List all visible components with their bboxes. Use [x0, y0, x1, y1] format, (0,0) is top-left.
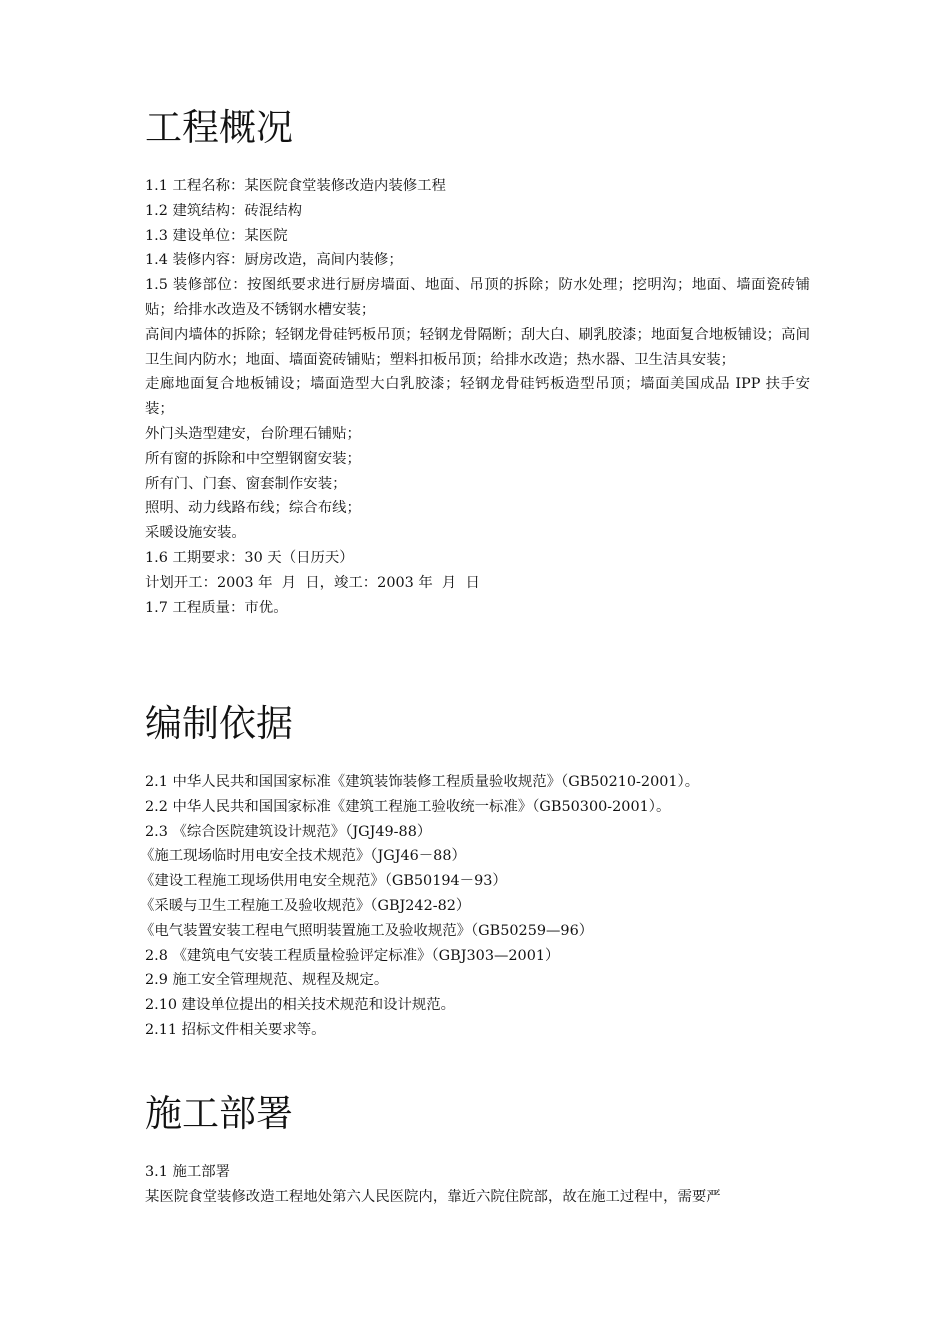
- text-paragraph: 高间内墙体的拆除；轻钢龙骨硅钙板吊顶；轻钢龙骨隔断；刮大白、刷乳胶漆；地面复合地板铺设；高间卫生间内防水；地面、墙面瓷砖铺贴；塑料扣板吊顶；给排水改造；热水器、卫生洁具安装；: [145, 326, 810, 368]
- text-line: 所有门、门套、窗套制作安装；: [145, 475, 347, 492]
- text-line: 《电气装置安装工程电气照明装置施工及验收规范》（GB50259—96）: [140, 922, 594, 939]
- text-line: 2.9 施工安全管理规范、规程及规定。: [145, 972, 389, 989]
- text-line: 2.11 招标文件相关要求等。: [145, 1021, 326, 1038]
- text-line: 1.4 装修内容：厨房改造，高间内装修；: [145, 252, 403, 269]
- text-line: 3.1 施工部署: [145, 1164, 231, 1180]
- section-body: [140, 770, 810, 1043]
- text-line: 1.1 工程名称：某医院食堂装修改造内装修工程: [145, 178, 446, 194]
- text-paragraph: 1.5 装修部位：按图纸要求进行厨房墙面、地面、吊顶的拆除；防水处理；挖明沟；地面、墙面瓷砖铺贴；给排水改造及不锈钢水槽安装；: [145, 277, 810, 318]
- text-line: 外门头造型建安，台阶理石铺贴；: [145, 425, 361, 442]
- text-line: 2.3 《综合医院建筑设计规范》（JGJ49-88）: [145, 823, 432, 840]
- text-line: 2.8 《建筑电气安装工程质量检验评定标准》（GBJ303—2001）: [145, 947, 560, 964]
- text-line: 1.3 建设单位：某医院: [145, 227, 288, 244]
- text-line: 1.2 建筑结构：砖混结构: [145, 202, 302, 219]
- text-line: 1.6 工期要求：30 天（日历天）: [145, 549, 354, 566]
- text-line: 计划开工：2003 年 月 日，竣工：2003 年 月 日: [145, 574, 480, 591]
- text-line: 《建设工程施工现场供用电安全规范》（GB50194－93）: [140, 873, 507, 890]
- text-line: 2.2 中华人民共和国国家标准《建筑工程施工验收统一标准》（GB50300-2001）。: [145, 798, 671, 815]
- section-heading: 工程概况: [145, 106, 293, 149]
- text-line: 所有窗的拆除和中空塑钢窗安装；: [145, 450, 361, 467]
- section-project-overview: [145, 100, 810, 620]
- text-line: 1.7 工程质量：市优。: [145, 599, 288, 616]
- section-body: [145, 1160, 810, 1210]
- section-compilation-basis: [140, 696, 810, 1043]
- section-heading: 施工部署: [145, 1092, 293, 1135]
- text-line: 采暖设施安装。: [145, 525, 246, 542]
- section-construction-deployment: [145, 1086, 810, 1210]
- text-line: 2.1 中华人民共和国国家标准《建筑装饰装修工程质量验收规范》（GB50210-2001）。: [145, 774, 700, 790]
- text-line: 某医院食堂装修改造工程地处第六人民医院内，靠近六院住院部，故在施工过程中，需要严: [145, 1188, 721, 1205]
- text-line: 《采暖与卫生工程施工及验收规范》（GBJ242-82）: [140, 897, 471, 914]
- section-body: [145, 174, 810, 620]
- text-line: 照明、动力线路布线；综合布线；: [145, 500, 361, 517]
- section-heading: 编制依据: [145, 702, 293, 745]
- text-line: 《施工现场临时用电安全技术规范》（JGJ46－88）: [140, 848, 466, 865]
- text-line: 2.10 建设单位提出的相关技术规范和设计规范。: [145, 997, 456, 1014]
- text-paragraph: 走廊地面复合地板铺设；墙面造型大白乳胶漆；轻钢龙骨硅钙板造型吊顶；墙面美国成品 IPP 扶手安装；: [145, 376, 810, 418]
